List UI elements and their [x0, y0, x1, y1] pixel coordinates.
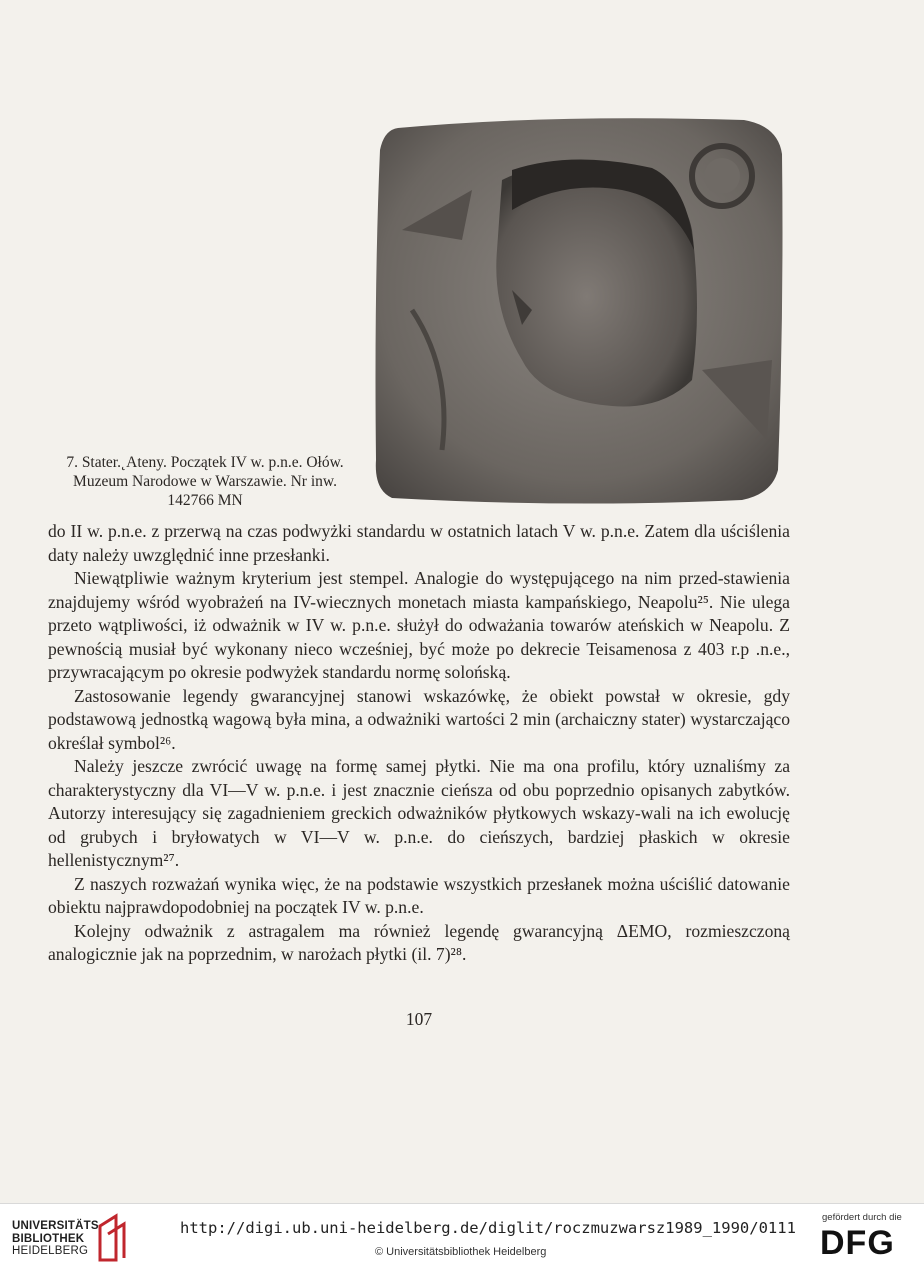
paragraph: Kolejny odważnik z astragalem ma również legendę gwarancyjną ΔEMO, rozmieszczoną analogicznie jak na poprzednim, w narożach płytki (il. 7)²⁸. [48, 920, 790, 964]
paragraph: Należy jeszcze zwrócić uwagę na formę samej płytki. Nie ma ona profilu, który uznaliśmy za charakterystyczny dla VI—V w. p.n.e. i jest znacznie cieńsza od obu poprzednio opisanych zabytków. Autorzy interesujący się zagadnieniem greckich odważników płytkowych wskazy-wali na ich ewolucję od grubych i bryłowatych w VI—V w. p.n.e. do cieńszych, bardziej płaskich w okresie hellenistycznym²⁷. [48, 756, 790, 870]
permalink-url[interactable]: http://digi.ub.uni-heidelberg.de/diglit/roczmuzwarsz1989_1990/0111 [180, 1219, 796, 1237]
funder-label: gefördert durch die [822, 1212, 902, 1223]
paragraph: Z naszych rozważań wynika więc, że na podstawie wszystkich przesłanek można uściślić datowanie obiektu najprawdopodobniej na początek IV w. p.n.e. [48, 873, 790, 917]
library-name-line: UNIVERSITÄTS- [12, 1220, 103, 1232]
paragraph: do II w. p.n.e. z przerwą na czas podwyżki standardu w ostatnich latach V w. p.n.e. Zatem dla uściślenia daty należy uwzględnić inne przesłanki. [48, 521, 790, 565]
library-logo-icon[interactable] [96, 1212, 128, 1262]
caption-line: 7. Stater.˛Ateny. Początek IV w. p.n.e. Ołów. [66, 454, 344, 471]
figure-caption [40, 453, 370, 510]
caption-line: 142766 MN [167, 492, 243, 509]
library-name[interactable] [12, 1220, 103, 1258]
lead-weight-photo [372, 110, 784, 506]
page-number: 107 [405, 1009, 433, 1029]
copyright-text: © Universitätsbibliothek Heidelberg [375, 1246, 547, 1258]
paragraph: Niewątpliwie ważnym kryterium jest stempel. Analogie do występującego na nim przed-stawienia znajdujemy wśród wyobrażeń na IV-wiecznych monetach miasta kampańskiego, Neapolu²⁵. Nie ulega przeto wątpliwości, iż odważnik w IV w. p.n.e. służył do odważania towarów ateńskich w Neapolu. Z pewnością musiał być wykonany nieco wcześniej, być może po dekrecie Teisamenosa z 403 r.p .n.e., przywracającym po okresie podwyżek standardu normę solońską. [48, 568, 790, 682]
library-name-line: BIBLIOTHEK [12, 1232, 85, 1245]
library-name-line: HEIDELBERG [12, 1245, 89, 1257]
caption-line: Muzeum Narodowe w Warszawie. Nr inw. [73, 473, 337, 490]
viewer-footer [0, 1203, 924, 1270]
dfg-logo[interactable]: DFG [820, 1224, 895, 1262]
paragraph: Zastosowanie legendy gwarancyjnej stanowi wskazówkę, że obiekt powstał w okresie, gdy podstawową jednostką wagową była mina, a odważniki wartości 2 min (archaiczny stater) wystarczająco określał symbol²⁶. [48, 685, 790, 753]
body-text [48, 520, 790, 967]
